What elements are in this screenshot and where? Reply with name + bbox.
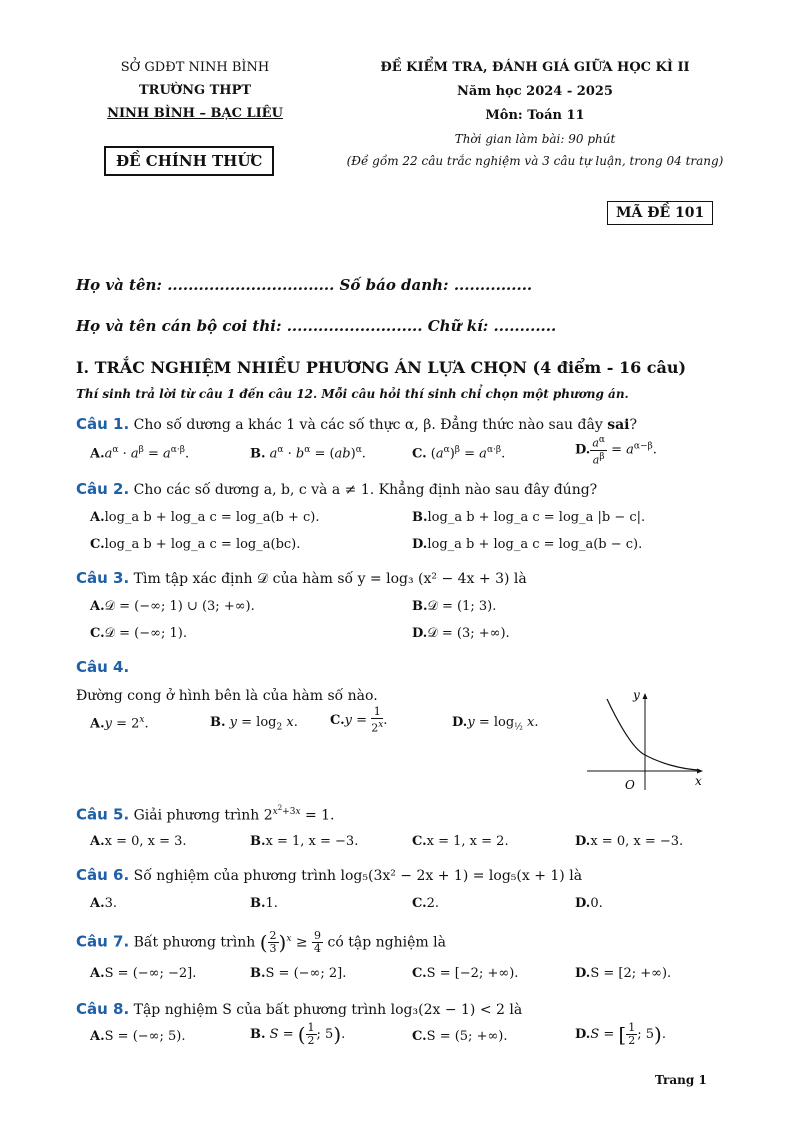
x-label: x <box>695 774 702 788</box>
q5-option-b[interactable]: B.x = 1, x = −3. <box>250 834 359 849</box>
question-label: Câu 1. <box>76 415 130 433</box>
dept-name: SỞ GDĐT NINH BÌNH <box>120 60 270 75</box>
q8-option-b[interactable]: B. S = ( $\frac{1}{2}$ ; 5). <box>250 1021 346 1047</box>
y-label: y <box>633 688 640 702</box>
q6-option-a[interactable]: A.3. <box>90 896 118 911</box>
section-title: I. TRẮC NGHIỆM NHIỀU PHƯƠNG ÁN LỰA CHỌN (4 điểm - 16 câu) <box>76 358 687 377</box>
q2-option-a[interactable]: A.log_a b + log_a c = log_a(b + c). <box>90 510 320 525</box>
q2-option-b[interactable]: B.log_a b + log_a c = log_a |b − c|. <box>412 510 646 525</box>
proctor-name-field[interactable]: Họ và tên cán bộ coi thi: .......................... <box>76 317 423 335</box>
q8-option-c[interactable]: C.S = (5; +∞). <box>412 1029 508 1044</box>
school-label: TRƯỜNG THPT <box>138 83 252 98</box>
q5-option-a[interactable]: A.x = 0, x = 3. <box>90 834 187 849</box>
q1-option-a[interactable]: $A.a^\alpha \cdot a^\beta = a^{\alpha\cdot\beta}$. <box>90 445 190 462</box>
q1-option-c[interactable]: C. $(a^\alpha)^\beta = a^{\alpha\cdot\beta}$. <box>412 445 506 462</box>
subject: Môn: Toán 11 <box>485 108 585 123</box>
question-5: Câu 5. Giải phương trình $2^{x^2+3x} = 1$. <box>76 804 335 824</box>
candidate-name-field[interactable]: Họ và tên: ................................ <box>76 276 335 294</box>
page-number: Trang 1 <box>655 1073 707 1087</box>
q7-option-d[interactable]: D.S = [2; +∞). <box>575 966 672 981</box>
question-6: Câu 6. Số nghiệm của phương trình log₅(3x² − 2x + 1) = log₅(x + 1) là <box>76 866 583 884</box>
q2-option-d[interactable]: D.log_a b + log_a c = log_a(b − c). <box>412 537 643 552</box>
q1-option-b[interactable]: B. $a^\alpha \cdot b^\alpha = (ab)^\alpha$. <box>250 445 366 462</box>
q4-option-c[interactable]: C.y = $\frac{1}{2^x}$ . <box>330 705 388 735</box>
q7-option-a[interactable]: A.S = (−∞; −2]. <box>90 966 197 981</box>
q4-option-d[interactable]: $D.y = \log_{\frac{1}{2}} x$. <box>452 715 539 733</box>
official-badge: ĐỀ CHÍNH THỨC <box>104 146 274 176</box>
exam-note: (Đề gồm 22 câu trắc nghiệm và 3 câu tự luận, trong 04 trang) <box>346 154 724 168</box>
school-year: Năm học 2024 - 2025 <box>457 84 613 99</box>
q2-option-c[interactable]: C.log_a b + log_a c = log_a(bc). <box>90 537 301 552</box>
section-instruction: Thí sinh trả lời từ câu 1 đến câu 12. Mỗi câu hỏi thí sinh chỉ chọn một phương án. <box>76 387 629 401</box>
q6-option-c[interactable]: C.2. <box>412 896 440 911</box>
school-name: NINH BÌNH – BẠC LIÊU <box>107 106 283 121</box>
exp-curve <box>607 699 699 770</box>
q7-option-b[interactable]: B.S = (−∞; 2]. <box>250 966 347 981</box>
candidate-number-field[interactable]: Số báo danh: ............... <box>339 276 533 294</box>
q5-option-d[interactable]: D.x = 0, x = −3. <box>575 834 684 849</box>
question-3: Câu 3. Tìm tập xác định 𝒟 của hàm số y = log₃ (x² − 4x + 3) là <box>76 569 527 587</box>
q8-option-a[interactable]: A.S = (−∞; 5). <box>90 1029 186 1044</box>
q3-option-d[interactable]: D.𝒟 = (3; +∞). <box>412 626 510 641</box>
question-4: Câu 4. <box>76 658 130 676</box>
x-axis-arrow <box>697 769 703 774</box>
q5-option-c[interactable]: C.x = 1, x = 2. <box>412 834 509 849</box>
question-2: Câu 2. Cho các số dương a, b, c và a ≠ 1. Khẳng định nào sau đây đúng? <box>76 480 598 498</box>
question-8: Câu 8. Tập nghiệm S của bất phương trình log₃(2x − 1) < 2 là <box>76 1000 523 1018</box>
q6-option-d[interactable]: D.0. <box>575 896 603 911</box>
q1-option-d[interactable]: D. $\frac{a^\alpha}{a^\beta}$ = $a^{\alpha-\beta}$. <box>575 435 657 467</box>
signature-field[interactable]: Chữ kí: ............ <box>427 317 557 335</box>
q4-option-b[interactable]: B. $y = \log_2 x$. <box>210 715 298 733</box>
q8-option-d[interactable]: D.S = [ $\frac{1}{2}$ ; 5). <box>575 1021 666 1047</box>
q4-option-a[interactable]: $A.y = 2^x$. <box>90 715 149 732</box>
q3-option-c[interactable]: C.𝒟 = (−∞; 1). <box>90 626 187 641</box>
q6-option-b[interactable]: B.1. <box>250 896 278 911</box>
q3-option-a[interactable]: A.𝒟 = (−∞; 1) ∪ (3; +∞). <box>90 599 255 614</box>
question-1: Câu 1. Cho số dương a khác 1 và các số thực α, β. Đẳng thức nào sau đây sai? <box>76 415 637 433</box>
exam-time: Thời gian làm bài: 90 phút <box>454 132 616 146</box>
question-7: Câu 7. Bất phương trình ( $\frac{2}{3}$ )$^x$ ≥ $\frac{9}{4}$ có tập nghiệm là <box>76 929 446 955</box>
exam-code: MÃ ĐỀ 101 <box>607 201 713 225</box>
q4-graph <box>585 685 710 795</box>
exam-title: ĐỀ KIỂM TRA, ĐÁNH GIÁ GIỮA HỌC KÌ II <box>380 60 690 75</box>
q3-option-b[interactable]: B.𝒟 = (1; 3). <box>412 599 497 614</box>
origin-label: O <box>625 778 635 792</box>
question-4-text: Đường cong ở hình bên là của hàm số nào. <box>76 688 378 704</box>
y-axis-arrow <box>643 693 648 699</box>
q7-option-c[interactable]: C.S = [−2; +∞). <box>412 966 519 981</box>
